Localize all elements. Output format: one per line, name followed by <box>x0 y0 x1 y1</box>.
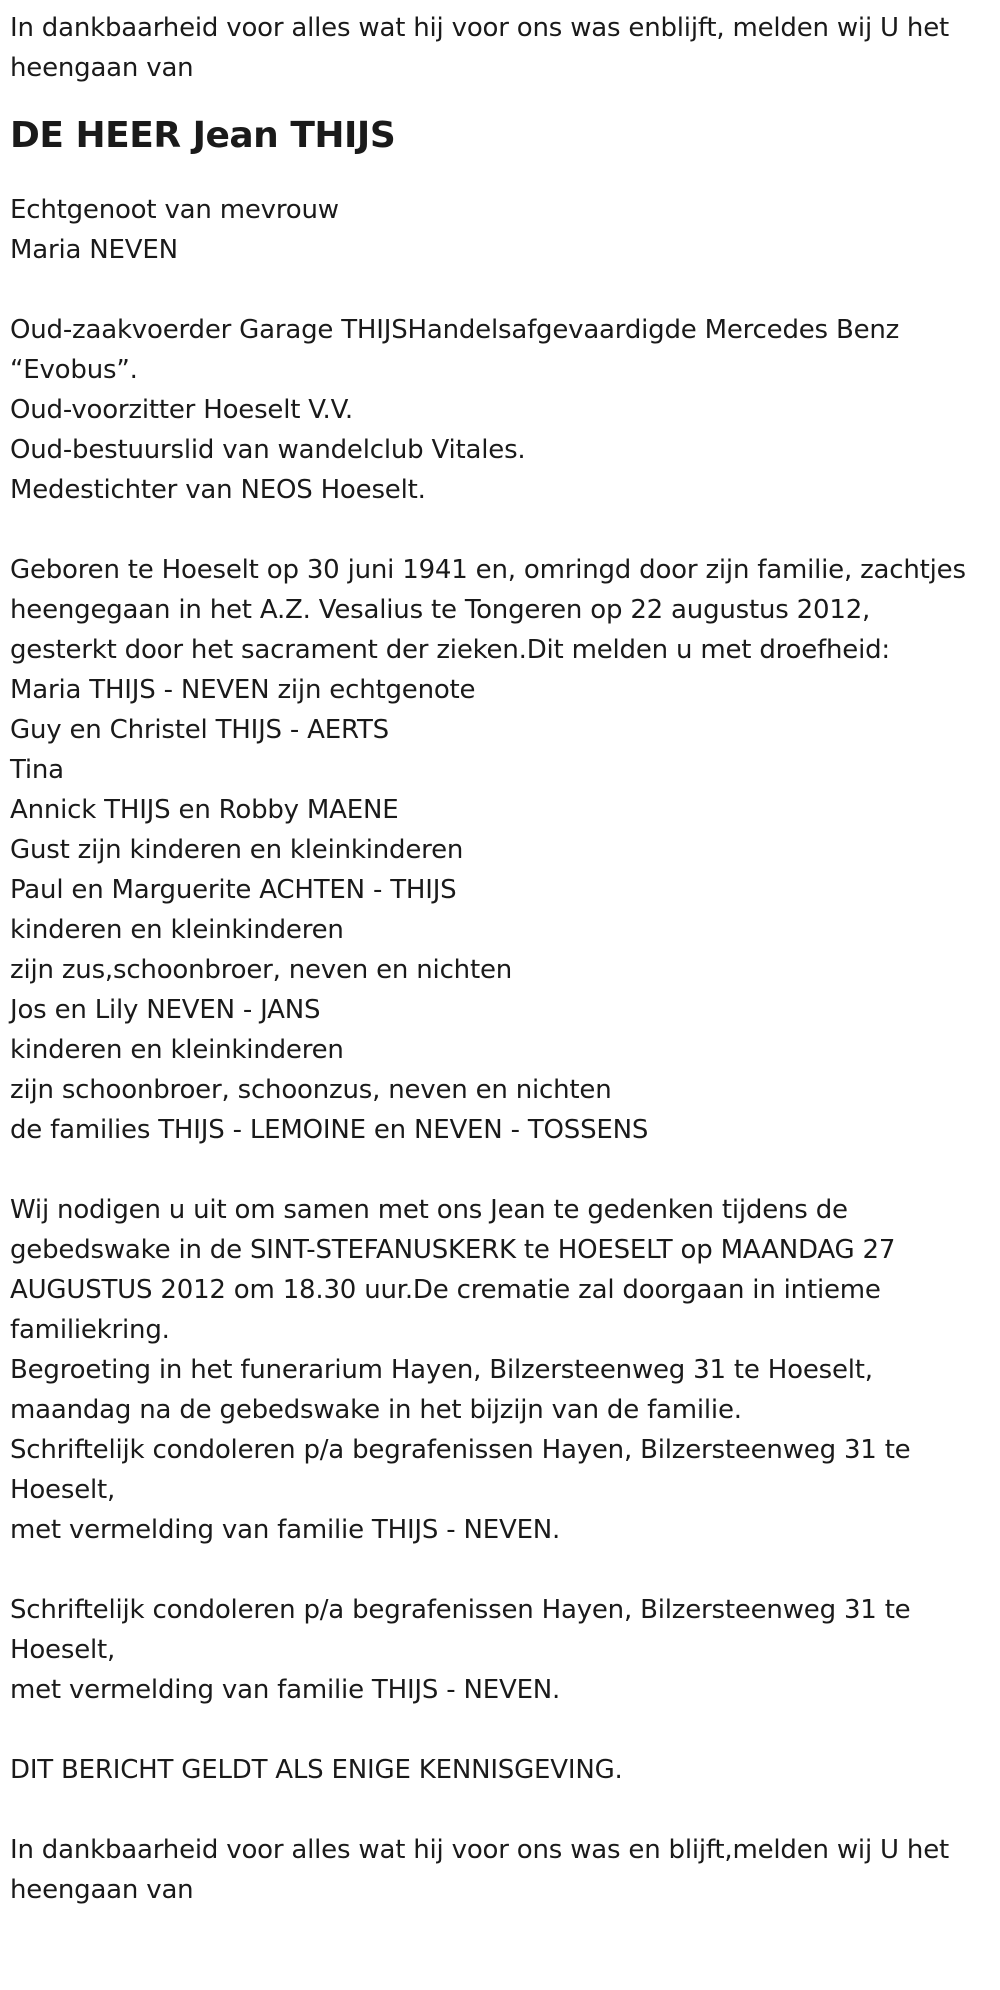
family-line: Annick THIJS en Robby MAENE <box>10 795 399 825</box>
invitation-text: Wij nodigen u uit om samen met ons Jean te gedenken tijdens de gebedswake in de SINT-STEFANUSKERK te HOESELT op MAANDAG 27 AUGUSTUS 2012 om 18.30 uur.De crematie zal doorgaan in intieme familiekring. <box>10 1195 896 1345</box>
family-line: kinderen en kleinkinderen <box>10 1035 344 1065</box>
family-line: zijn zus,schoonbroer, neven en nichten <box>10 955 513 985</box>
role-line: Oud-zaakvoerder Garage THIJSHandelsafgevaardigde Mercedes Benz “Evobus”. <box>10 315 900 385</box>
condolence-line-2: met vermelding van familie THIJS - NEVEN. <box>10 1675 561 1705</box>
deceased-name: DE HEER Jean THIJS <box>10 115 396 156</box>
family-line: Maria THIJS - NEVEN zijn echtgenote <box>10 675 476 705</box>
spacer <box>10 1790 970 1830</box>
spouse-line-1: Echtgenoot van mevrouw <box>10 195 339 225</box>
intro-text: In dankbaarheid voor alles wat hij voor ons was enblijft, melden wij U het heengaan van <box>10 13 949 83</box>
outro-text: In dankbaarheid voor alles wat hij voor ons was en blijft,melden wij U het heengaan van <box>10 1835 949 1905</box>
family-list <box>10 670 970 1150</box>
spacer <box>10 270 970 310</box>
notice-text: DIT BERICHT GELDT ALS ENIGE KENNISGEVING. <box>10 1755 623 1785</box>
condolence-line-1: Schriftelijk condoleren p/a begrafenissen Hayen, Bilzersteenweg 31 te Hoeselt, <box>10 1595 911 1665</box>
role-line: Medestichter van NEOS Hoeselt. <box>10 475 426 505</box>
roles-block <box>10 310 970 510</box>
family-line: de families THIJS - LEMOINE en NEVEN - TOSSENS <box>10 1115 649 1145</box>
condolence-line-2: met vermelding van familie THIJS - NEVEN. <box>10 1515 561 1545</box>
role-line: Oud-bestuurslid van wandelclub Vitales. <box>10 435 526 465</box>
family-line: Paul en Marguerite ACHTEN - THIJS <box>10 875 457 905</box>
family-line: kinderen en kleinkinderen <box>10 915 344 945</box>
condolence-block-1 <box>10 1430 970 1550</box>
birth-death-text: Geboren te Hoeselt op 30 juni 1941 en, omringd door zijn familie, zachtjes heengegaan in het A.Z. Vesalius te Tongeren op 22 augustus 2012, gesterkt door het sacrament der zieken.Dit melden u met droefheid: <box>10 555 966 665</box>
family-line: Tina <box>10 755 64 785</box>
spacer <box>10 510 970 550</box>
family-line: Gust zijn kinderen en kleinkinderen <box>10 835 464 865</box>
spacer <box>10 1150 970 1190</box>
spouse-block <box>10 190 970 270</box>
role-line: Oud-voorzitter Hoeselt V.V. <box>10 395 353 425</box>
condolence-line-1: Schriftelijk condoleren p/a begrafenissen Hayen, Bilzersteenweg 31 te Hoeselt, <box>10 1435 911 1505</box>
family-line: Jos en Lily NEVEN - JANS <box>10 995 321 1025</box>
greeting-text: Begroeting in het funerarium Hayen, Bilzersteenweg 31 te Hoeselt, maandag na de gebedswake in het bijzijn van de familie. <box>10 1355 873 1425</box>
condolence-block-2 <box>10 1590 970 1710</box>
family-line: zijn schoonbroer, schoonzus, neven en nichten <box>10 1075 612 1105</box>
spacer <box>10 1710 970 1750</box>
spouse-line-2: Maria NEVEN <box>10 235 178 265</box>
family-line: Guy en Christel THIJS - AERTS <box>10 715 389 745</box>
spacer <box>10 1550 970 1590</box>
